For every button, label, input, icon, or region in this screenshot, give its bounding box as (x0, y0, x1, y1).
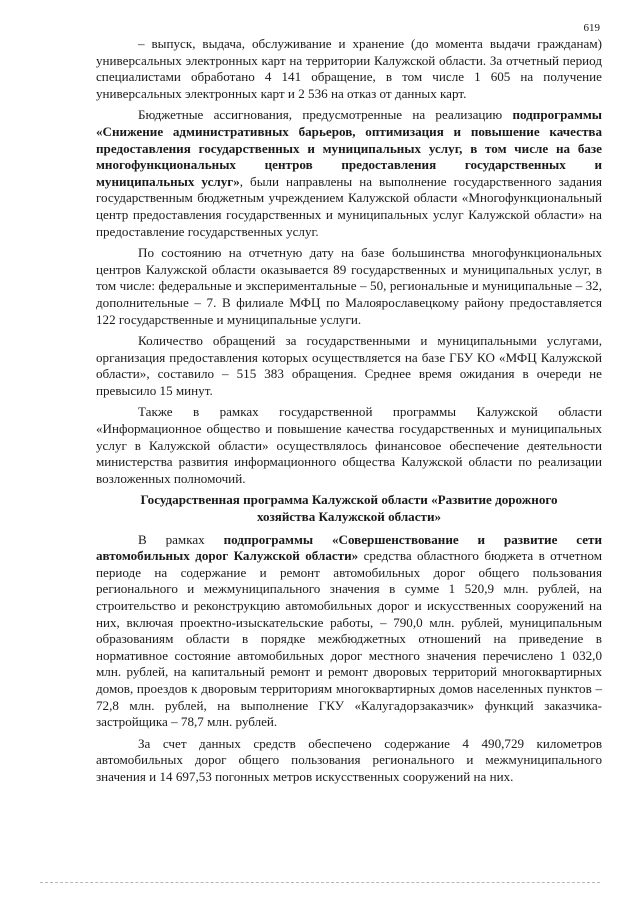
paragraph-road-maintenance: За счет данных средств обеспечено содержание 4 490,729 километров автомобильных дорог общего пользования регионального и межмуниципального значения и 14 697,53 погонных метров искусственных сооружений на них. (96, 735, 602, 784)
paragraph-uek-cards: – выпуск, выдача, обслуживание и хранение (до момента выдачи гражданам) универсальных электронных карт на территории Калужской области. За отчетный период специалистами обработано 4 141 обращение, в том числе 1 605 на получение универсальных электронных карт и 2 536 на отказ от данных карт. (96, 36, 602, 101)
page-number: 619 (583, 22, 600, 34)
paragraph-mfc-services: По состоянию на отчетную дату на базе большинства многофункциональных центров Калужской области оказывается 89 государственных и муниципальных услуг, в том числе: федеральные и экспериментальные – 50, региональные и муниципальные – 32, дополнительные – 7. В филиале МФЦ по Малоярославецкому району предоставляется 122 государственные и муниципальные услуги. (96, 245, 602, 327)
paragraph-information-society: Также в рамках государственной программы Калужской области «Информационное общество и повышение качества государственных и муниципальных услуг в Калужской области» осуществлялось финансовое обеспечение деятельности министерства развития информационного общества Калужской области по реализации возложенных полномочий. (96, 404, 602, 486)
scan-bottom-edge (40, 882, 600, 883)
paragraph-road-funding (96, 532, 602, 731)
text-run: В рамках (138, 531, 224, 547)
paragraph-requests-count: Количество обращений за государственными и муниципальными услугами, организация предоставления которых осуществляется на базе ГБУ КО «МФЦ Калужской области», составило – 515 383 обращения. Среднее время ожидания в очереди не превысило 15 минут. (96, 333, 602, 398)
text-run: , были направлены на выполнение государственного задания государственным бюджетным учреждением Калужской области «Многофункциональный центр предоставления государственных и муниципальных услуг Калужской области» на предоставление государственных услуг. (96, 173, 602, 239)
text-run: средства областного бюджета в отчетном периоде на содержание и ремонт автомобильных дорог общего пользования регионального и межмуниципального значения в сумме 1 520,9 млн. рублей, на строительство и реконструкцию автомобильных дорог и искусственных сооружений на них, включая проектно-изыскательские работы, – 790,0 млн. рублей, муниципальным образованиям области в порядке межбюджетных отношений на приведение в нормативное состояние автомобильных дорог местного значения перечислено 1 032,0 млн. рублей, на капитальный ремонт и ремонт дворовых территорий многоквартирных домов, проездов к дворовым территориям многоквартирных домов населенных пунктов – 72,8 млн. рублей, на выполнение ГКУ «Калугадорзаказчик» функций заказчика-застройщика – 78,7 млн. рублей. (96, 548, 602, 730)
subprogram-title-bold: подпрограммы «Снижение административных барьеров, оптимизация и повышение качества предоставления государственных и муниципальных услуг, в том числе на базе многофункциональных центров предоставления государственных и муниципальных услуг» (96, 107, 602, 189)
paragraph-budget-allocations (96, 107, 602, 240)
text-run: Бюджетные ассигнования, предусмотренные на реализацию (138, 107, 513, 123)
section-heading-road-program: Государственная программа Калужской области «Развитие дорожного хозяйства Калужской области» (140, 492, 558, 525)
document-body (96, 36, 602, 791)
subprogram-title-bold: подпрограммы «Совершенствование и развитие сети автомобильных дорог Калужской области» (96, 531, 602, 564)
